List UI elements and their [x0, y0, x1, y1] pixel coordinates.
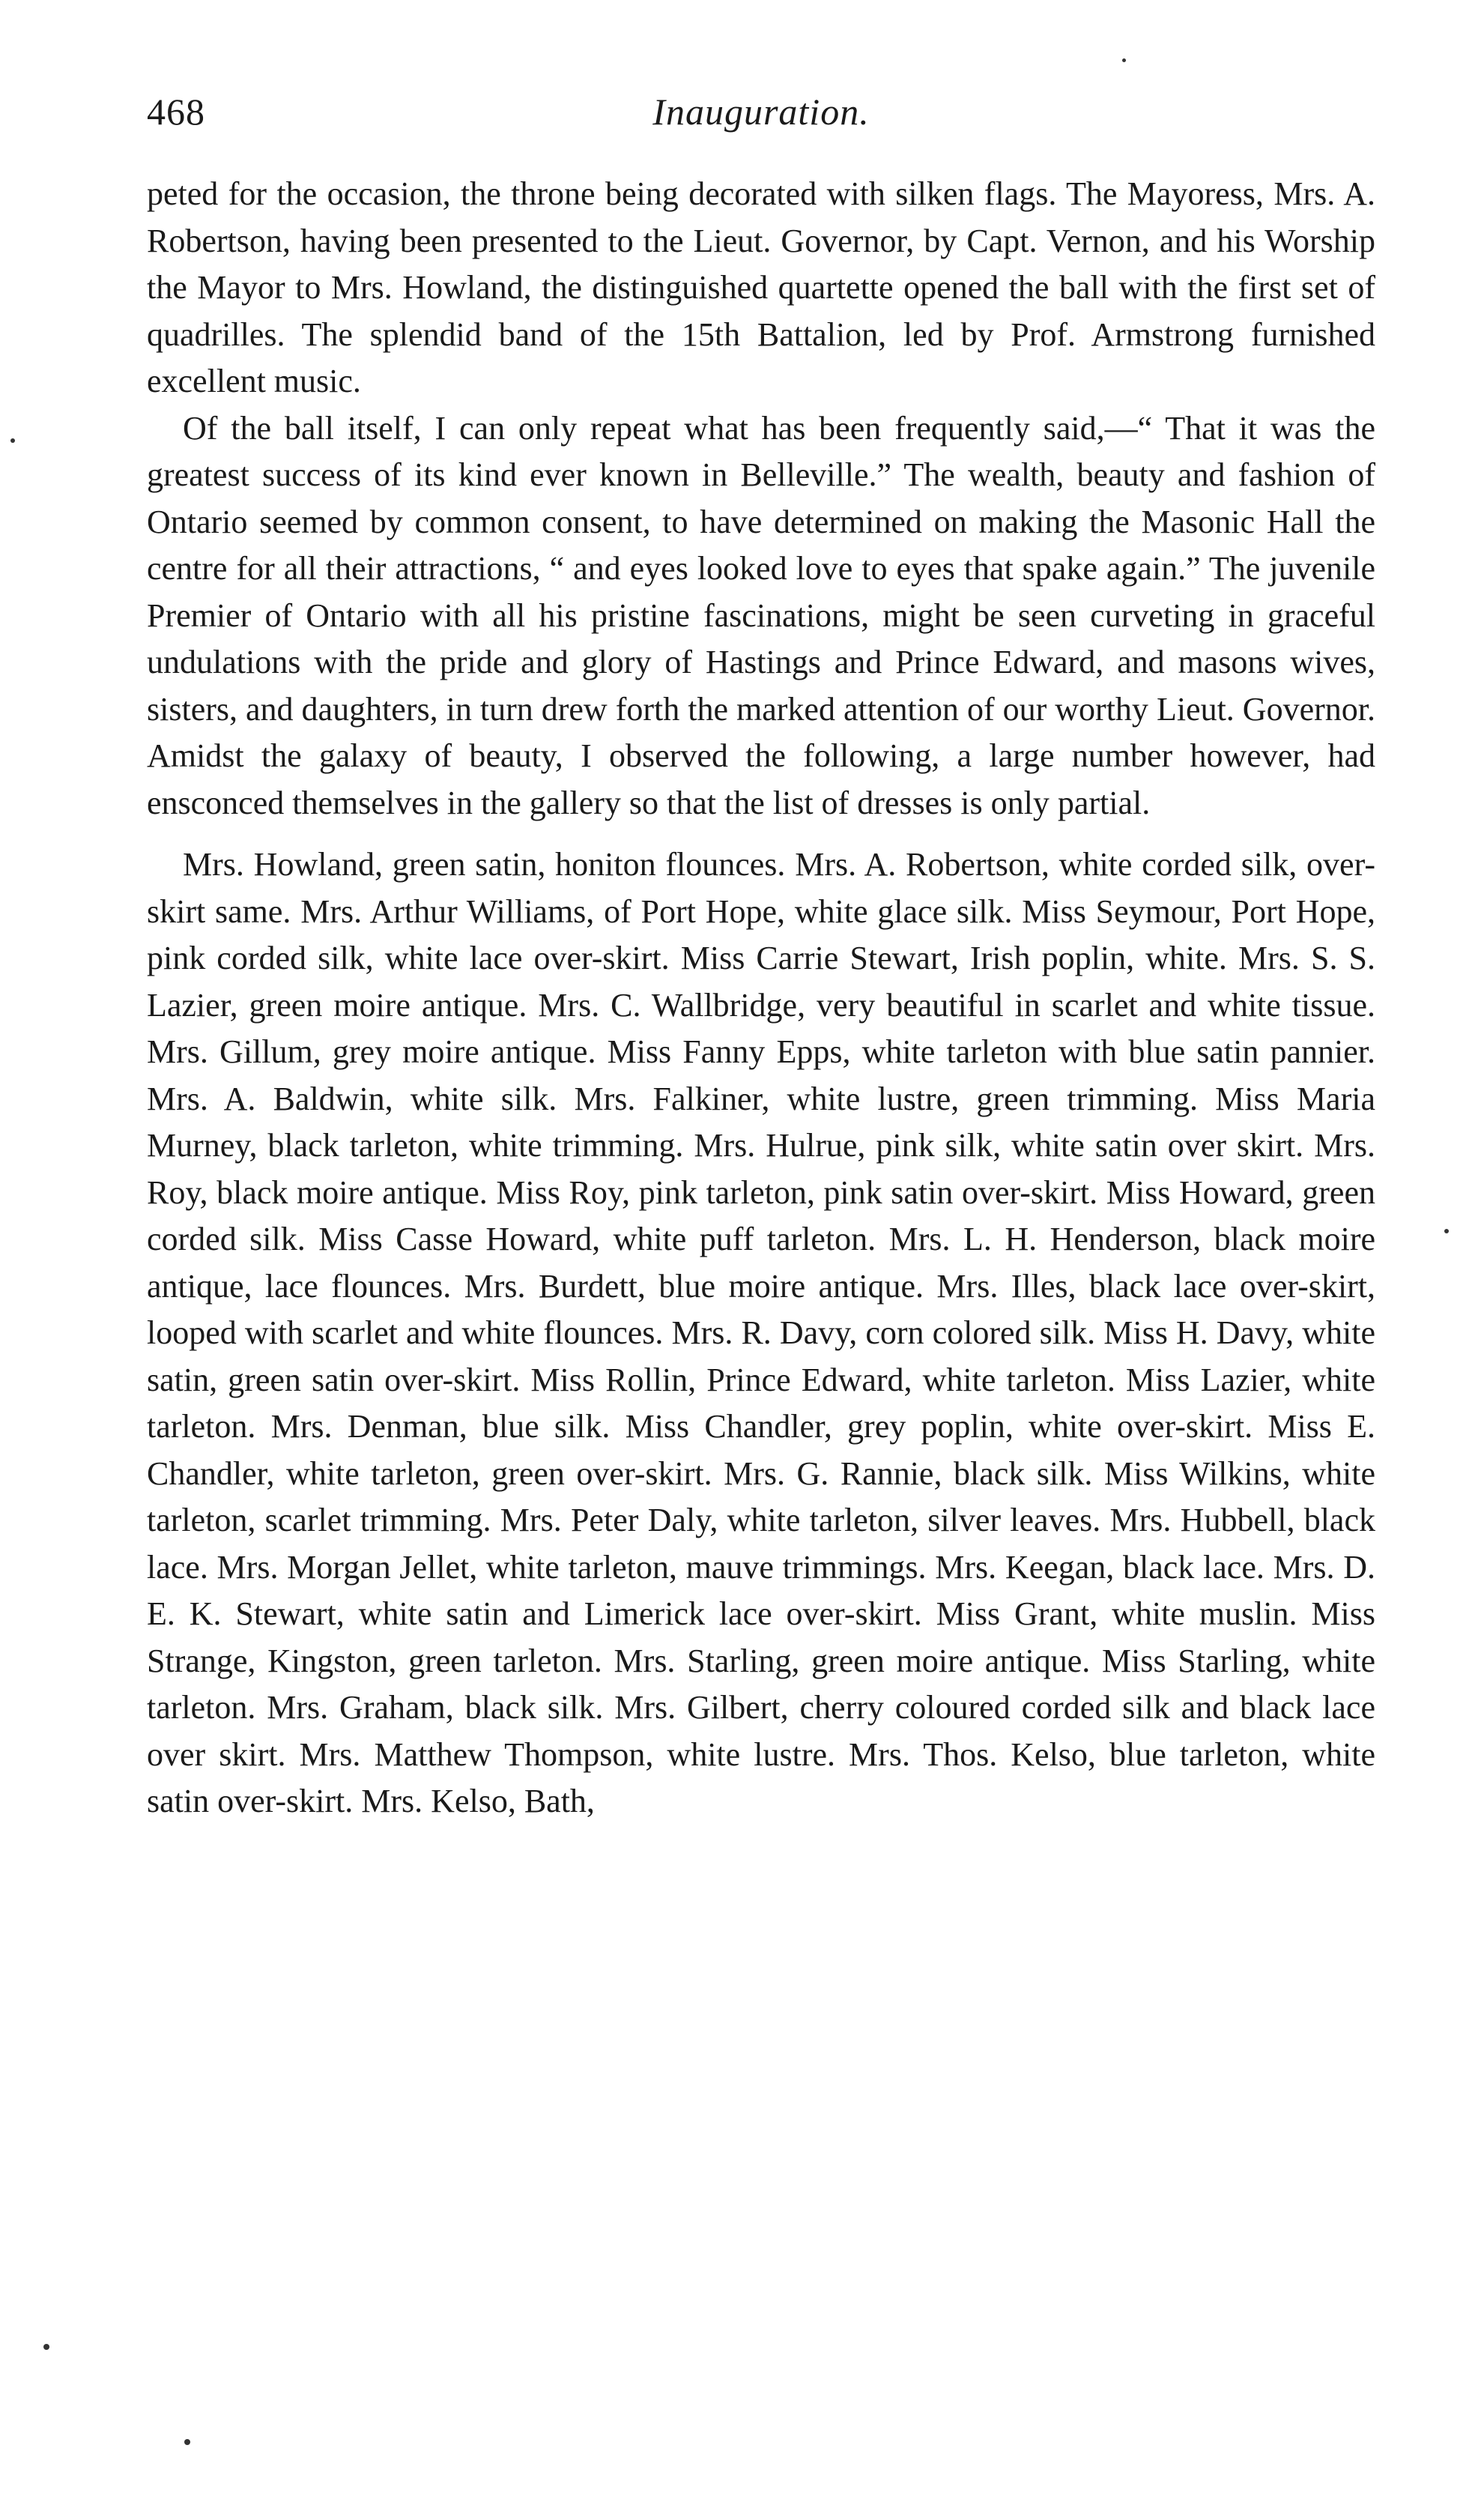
running-head	[147, 90, 1375, 150]
scan-speck	[43, 2344, 49, 2350]
paragraph-continued: peted for the occasion, the throne being decorated with silken flags. The Mayoress, Mrs. A. Robertson, having been presented to the Lieut. Governor, by Capt. Vernon, and his Worship the Mayor to Mrs. Howland, the distinguished quartette opened the ball with the first set of quadrilles. The splendid band of the 15th Battalion, led by Prof. Armstrong furnished excellent music.	[147, 175, 1375, 399]
scan-speck	[1444, 1229, 1449, 1233]
scan-speck	[1122, 58, 1126, 62]
paragraph-ball-description: Of the ball itself, I can only repeat what has been frequently said,—“ That it was the greatest success of its kind ever known in Belleville.” The wealth, beauty and fashion of Ontario seemed by common consent, to have determined on making the Masonic Hall the centre for all their attractions, “ and eyes looked love to eyes that spake again.” The juvenile Premier of Ontario with all his pristine fascinations, might be seen curveting in graceful undulations with the pride and glory of Hastings and Prince Edward, and masons wives, sisters, and daughters, in turn drew forth the marked attention of our worthy Lieut. Governor. Amidst the galaxy of beauty, I observed the following, a large number however, had ensconced themselves in the gallery so that the list of dresses is only partial.	[147, 409, 1375, 821]
running-title: Inauguration.	[652, 91, 870, 133]
scan-speck	[184, 2439, 190, 2445]
scan-speck	[10, 438, 15, 443]
page-number: 468	[147, 91, 205, 133]
paragraph-dress-list: Mrs. Howland, green satin, honiton flounces. Mrs. A. Robertson, white corded silk, over-skirt same. Mrs. Arthur Williams, of Port Hope, white glace silk. Miss Seymour, Port Hope, pink corded silk, white lace over-skirt. Miss Carrie Stewart, Irish poplin, white. Mrs. S. S. Lazier, green moire antique. Mrs. C. Wallbridge, very beautiful in scarlet and white tissue. Mrs. Gillum, grey moire antique. Miss Fanny Epps, white tarleton with blue satin pannier. Mrs. A. Baldwin, white silk. Mrs. Falkiner, white lustre, green trimming. Miss Maria Murney, black tarleton, white trimming. Mrs. Hulrue, pink silk, white satin over skirt. Mrs. Roy, black moire antique. Miss Roy, pink tarleton, pink satin over-skirt. Miss Howard, green corded silk. Miss Casse Howard, white puff tarleton. Mrs. L. H. Henderson, black moire antique, lace flounces. Mrs. Burdett, blue moire antique. Mrs. Illes, black lace over-skirt, looped with scarlet and white flounces. Mrs. R. Davy, corn colored silk. Miss H. Davy, white satin, green satin over-skirt. Miss Rollin, Prince Edward, white tarleton. Miss Lazier, white tarleton. Mrs. Denman, blue silk. Miss Chandler, grey poplin, white over-skirt. Miss E. Chandler, white tarleton, green over-skirt. Mrs. G. Rannie, black silk. Miss Wilkins, white tarleton, scarlet trimming. Mrs. Peter Daly, white tarleton, silver leaves. Mrs. Hubbell, black lace. Mrs. Morgan Jellet, white tarleton, mauve trimmings. Mrs. Keegan, black lace. Mrs. D. E. K. Stewart, white satin and Limerick lace over-skirt. Miss Grant, white muslin. Miss Strange, Kingston, green tarleton. Mrs. Starling, green moire antique. Miss Starling, white tarleton. Mrs. Graham, black silk. Mrs. Gilbert, cherry coloured corded silk and black lace over skirt. Mrs. Matthew Thompson, white lustre. Mrs. Thos. Kelso, blue tarleton, white satin over-skirt. Mrs. Kelso, Bath,	[147, 846, 1375, 1819]
book-page	[147, 90, 1375, 1825]
